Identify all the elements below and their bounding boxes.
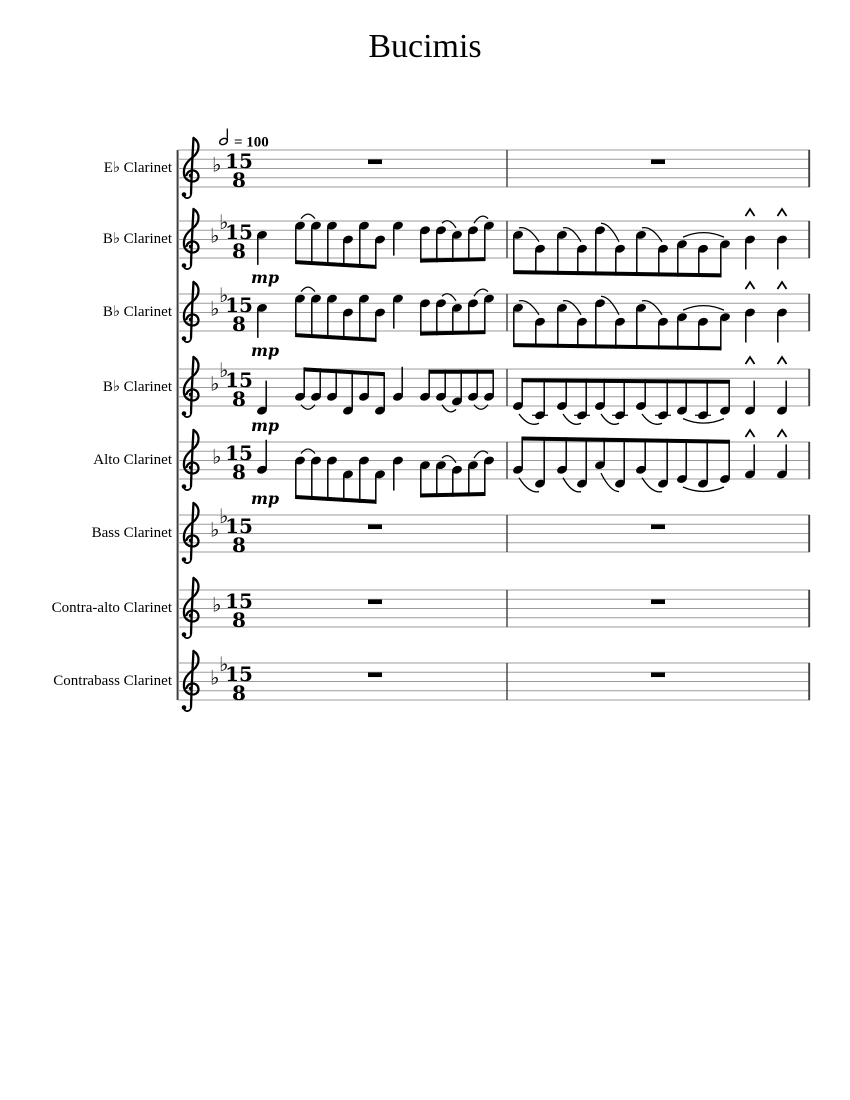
flat-icon: ♭ [210, 371, 220, 396]
marcato-accent-icon [778, 430, 787, 437]
flat-icon: ♭ [212, 152, 222, 177]
key-signature[interactable] [212, 445, 221, 469]
beam [296, 495, 376, 504]
instrument-label[interactable]: Contrabass Clarinet [53, 673, 172, 689]
time-sig-denominator: 8 [232, 459, 246, 484]
staff-8 [178, 651, 810, 711]
time-sig-numerator: 15 [225, 293, 253, 318]
instrument-label[interactable]: Contra-alto Clarinet [51, 600, 172, 616]
whole-rest[interactable] [368, 599, 382, 604]
instrument-label[interactable]: E♭ Clarinet [103, 160, 172, 176]
piece-title[interactable]: Bucimis [368, 28, 482, 65]
time-signature[interactable] [225, 368, 253, 411]
slur [301, 405, 315, 410]
time-sig-numerator: 15 [225, 441, 253, 466]
slur [683, 487, 724, 492]
marcato-accent-icon [778, 209, 787, 216]
time-sig-denominator: 8 [232, 607, 246, 632]
slur [683, 233, 724, 238]
time-sig-numerator: 15 [225, 149, 253, 174]
slur [301, 214, 315, 219]
marcato-accent-icon [746, 430, 755, 437]
key-signature[interactable] [212, 153, 221, 177]
slur [683, 306, 724, 311]
beam [296, 260, 376, 269]
instrument-label[interactable]: B♭ Clarinet [102, 304, 172, 320]
marcato-accent-icon [746, 209, 755, 216]
time-signature[interactable] [225, 293, 253, 336]
flat-icon: ♭ [219, 503, 229, 528]
time-sig-denominator: 8 [232, 167, 246, 192]
time-sig-numerator: 15 [225, 368, 253, 393]
beam [522, 378, 729, 384]
staff-4 [178, 357, 810, 435]
time-signature[interactable] [225, 662, 253, 705]
dynamic-mp[interactable]: mp [251, 268, 280, 287]
beam [429, 370, 493, 374]
beam [514, 270, 721, 277]
instrument-label[interactable]: B♭ Clarinet [102, 379, 172, 395]
staff-7 [178, 578, 810, 638]
slur [474, 451, 488, 458]
time-sig-denominator: 8 [232, 386, 246, 411]
time-sig-denominator: 8 [232, 238, 246, 263]
whole-rest[interactable] [368, 159, 382, 164]
beam [296, 333, 376, 342]
time-sig-denominator: 8 [232, 311, 246, 336]
flat-icon: ♭ [212, 592, 222, 617]
time-signature[interactable] [225, 589, 253, 632]
instrument-label[interactable]: B♭ Clarinet [102, 231, 172, 247]
instrument-label[interactable]: Alto Clarinet [93, 452, 172, 468]
staff-1 [178, 138, 810, 198]
whole-rest[interactable] [651, 159, 665, 164]
beam [522, 437, 729, 444]
whole-rest[interactable] [651, 672, 665, 677]
whole-rest[interactable] [651, 524, 665, 529]
flat-icon: ♭ [210, 223, 220, 248]
flat-icon: ♭ [210, 665, 220, 690]
slur [301, 287, 315, 292]
flat-icon: ♭ [219, 282, 229, 307]
marcato-accent-icon [746, 357, 755, 364]
staff-5 [178, 430, 810, 508]
flat-icon: ♭ [219, 209, 229, 234]
whole-rest[interactable] [651, 599, 665, 604]
staff-2 [178, 209, 810, 287]
beam [421, 492, 485, 498]
dynamic-mp[interactable]: mp [251, 489, 280, 508]
marcato-accent-icon [778, 357, 787, 364]
flat-icon: ♭ [210, 296, 220, 321]
time-sig-numerator: 15 [225, 589, 253, 614]
staff-3 [178, 282, 810, 360]
flat-icon: ♭ [210, 517, 220, 542]
whole-rest[interactable] [368, 672, 382, 677]
marcato-accent-icon [778, 282, 787, 289]
tempo-text: = 100 [234, 134, 269, 151]
staff-6 [178, 503, 810, 563]
marcato-accent-icon [746, 282, 755, 289]
time-signature[interactable] [225, 441, 253, 484]
key-signature[interactable] [212, 593, 221, 617]
slur [474, 216, 488, 223]
flat-icon: ♭ [212, 444, 222, 469]
time-sig-denominator: 8 [232, 532, 246, 557]
time-sig-numerator: 15 [225, 514, 253, 539]
time-signature[interactable] [225, 149, 253, 192]
time-signature[interactable] [225, 514, 253, 557]
slur [474, 289, 488, 296]
instrument-label[interactable]: Bass Clarinet [91, 525, 172, 541]
dynamic-mp[interactable]: mp [251, 416, 280, 435]
slur [683, 419, 724, 424]
time-sig-numerator: 15 [225, 662, 253, 687]
whole-rest[interactable] [368, 524, 382, 529]
flat-icon: ♭ [219, 651, 229, 676]
flat-icon: ♭ [219, 357, 229, 382]
time-sig-numerator: 15 [225, 220, 253, 245]
time-signature[interactable] [225, 220, 253, 263]
beam [514, 343, 721, 350]
dynamic-mp[interactable]: mp [251, 341, 280, 360]
tempo-marking[interactable] [219, 129, 269, 151]
time-sig-denominator: 8 [232, 680, 246, 705]
slur [474, 405, 488, 410]
